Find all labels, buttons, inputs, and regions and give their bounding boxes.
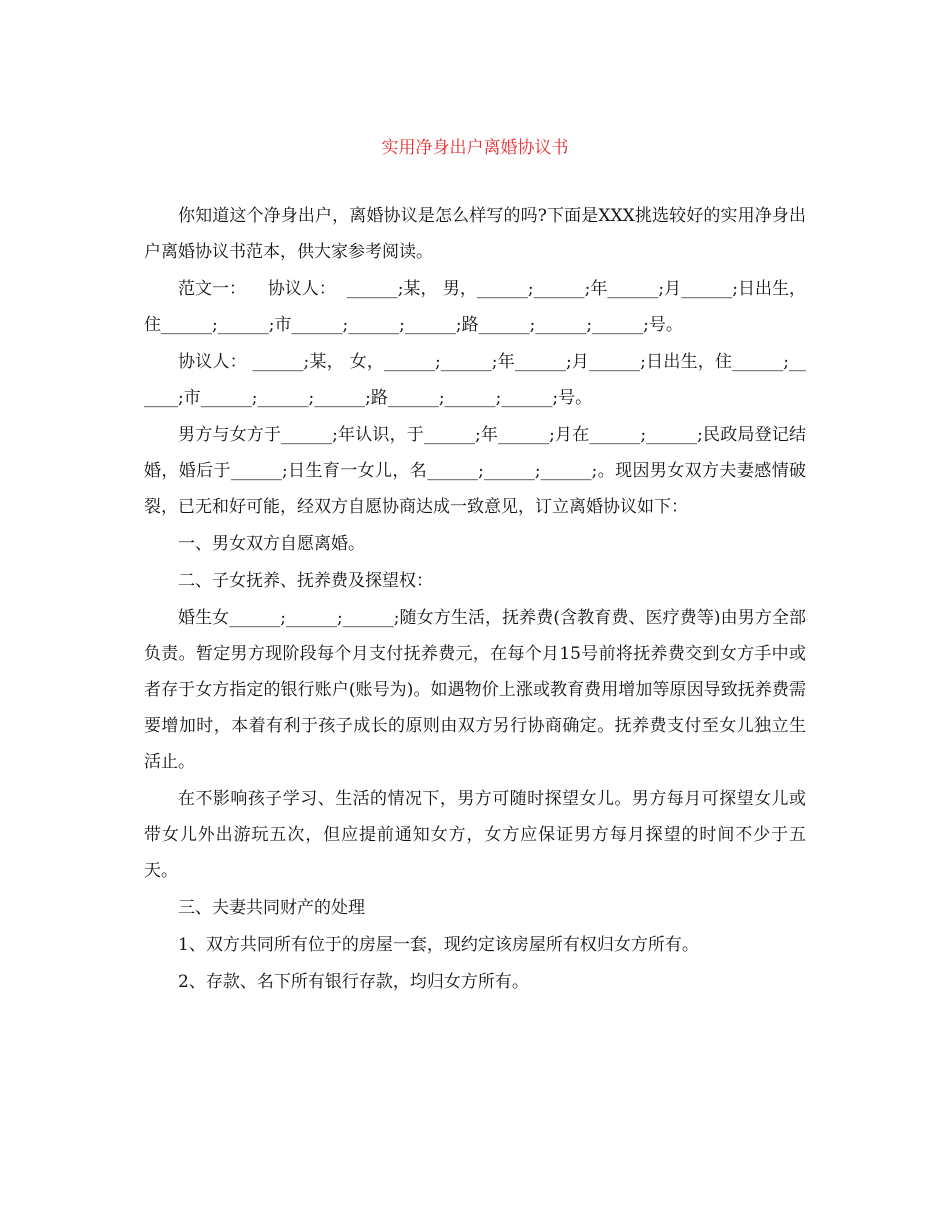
clause-one-heading: 一、男女双方自愿离婚。 (178, 534, 365, 554)
clause-three-heading: 三、夫妻共同财产的处理 (178, 898, 365, 918)
party-two-paragraph: 协议人： ______;某， 女，______;______;年______;月______;日出生，住______;______;市______;______;______;路______;______;______;号。 (144, 352, 806, 408)
intro-paragraph: 你知道这个净身出户，离婚协议是怎么样写的吗?下面是XXX挑选较好的实用净身出户离婚协议书范本，供大家参考阅读。 (144, 206, 806, 262)
clause-two-heading: 二、子女抚养、抚养费及探望权： (178, 571, 433, 591)
party-one-paragraph: 范文一： 协议人： ______;某， 男，______;______;年______;月______;日出生，住______;______;市______;______;______;路______;______;______;号。 (144, 279, 806, 335)
marriage-background-paragraph: 男方与女方于______;年认识，于______;年______;月在______;______;民政局登记结婚，婚后于______;日生育一女儿，名______;______;______;。现因男女双方夫妻感情破裂，已无和好可能，经双方自愿协商达成一致意见，订立离婚协议如下： (144, 425, 806, 517)
document-title: 实用净身出户离婚协议书 (381, 138, 569, 158)
property-item-2: 2、存款、名下所有银行存款，均归女方所有。 (178, 972, 529, 992)
document-body (144, 198, 806, 1001)
visitation-paragraph: 在不影响孩子学习、生活的情况下，男方可随时探望女儿。男方每月可探望女儿或带女儿外出游玩五次，但应提前通知女方，女方应保证男方每月探望的时间不少于五天。 (144, 789, 806, 881)
child-support-paragraph: 婚生女______;______;______;随女方生活，抚养费(含教育费、医疗费等)由男方全部负责。暂定男方现阶段每个月支付抚养费元，在每个月15号前将抚养费交到女方手中或者存于女方指定的银行账户(账号为)。如遇物价上涨或教育费用增加等原因导致抚养费需要增加时，本着有利于孩子成长的原则由双方另行协商确定。抚养费支付至女儿独立生活止。 (144, 608, 806, 772)
property-item-1: 1、双方共同所有位于的房屋一套，现约定该房屋所有权归女方所有。 (178, 935, 699, 955)
